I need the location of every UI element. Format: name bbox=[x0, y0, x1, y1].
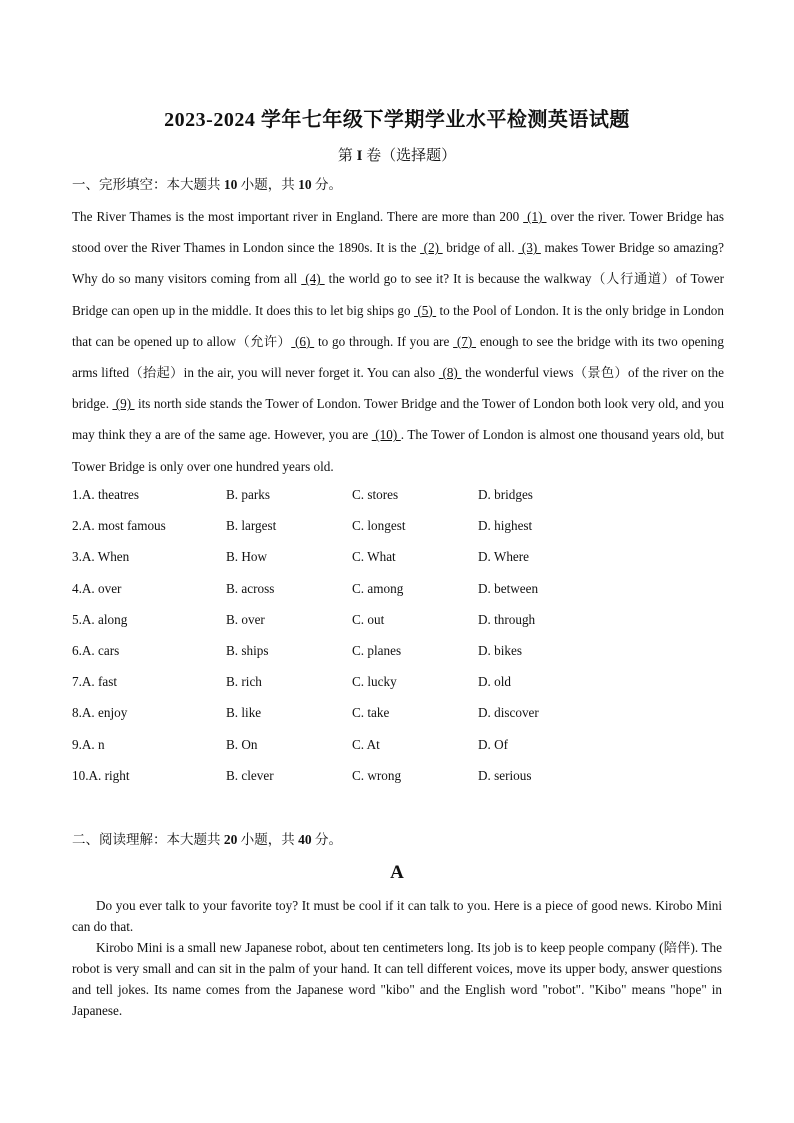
section1-mid: 小题，共 bbox=[240, 177, 295, 192]
cloze-passage bbox=[72, 201, 724, 482]
option-a: 5.A. along bbox=[72, 611, 128, 627]
option-d: D. bikes bbox=[478, 642, 522, 658]
passage-a-heading: A bbox=[390, 862, 404, 883]
blank-10: (10) bbox=[371, 427, 401, 443]
option-d: D. highest bbox=[478, 518, 533, 534]
option-d: D. Of bbox=[478, 736, 509, 752]
option-b: B. rich bbox=[226, 674, 262, 690]
passage-text: bridge of all. bbox=[442, 240, 519, 256]
option-b: B. over bbox=[226, 611, 265, 627]
option-a: 7.A. fast bbox=[72, 674, 118, 690]
blank-9: (9) bbox=[112, 396, 135, 412]
blank-1: (1) bbox=[523, 209, 547, 224]
section2-count: 20 bbox=[223, 832, 238, 847]
option-a: 1.A. theatres bbox=[72, 487, 140, 502]
cloze-options bbox=[72, 481, 724, 793]
option-c: C. out bbox=[352, 611, 385, 627]
option-c: C. stores bbox=[352, 487, 399, 502]
passage-text: to go through. If you are bbox=[314, 333, 454, 349]
blank-7: (7) bbox=[453, 333, 477, 349]
option-a: 4.A. over bbox=[72, 580, 122, 596]
reading-passage-a bbox=[72, 895, 722, 1021]
passage-text: over the river. Tower Bridge has stood over the River Thames in London since the 1890s. It is the bbox=[72, 209, 724, 256]
question-row bbox=[72, 699, 724, 730]
option-b: B. clever bbox=[226, 767, 274, 783]
section-reading-heading bbox=[72, 828, 342, 848]
passage-text: makes Tower Bridge so amazing? Why do so many visitors coming from all bbox=[72, 240, 724, 287]
question-row bbox=[72, 543, 724, 574]
option-d: D. old bbox=[478, 674, 511, 690]
question-row bbox=[72, 575, 724, 606]
blank-4: (4) bbox=[301, 271, 325, 287]
option-d: D. between bbox=[478, 580, 539, 596]
passage-text: enough to see the bridge with its two opening arms lifted（抬起）in the air, you will never forget it. You can also bbox=[72, 333, 724, 381]
question-row bbox=[72, 668, 724, 699]
section1-prefix: 一、完形填空：本大题共 bbox=[72, 177, 221, 192]
option-b: B. On bbox=[226, 736, 258, 752]
passage-text: the wonderful views（景色）of the river on the bridge. bbox=[72, 365, 724, 412]
option-c: C. At bbox=[352, 736, 380, 752]
option-d: D. bridges bbox=[478, 487, 533, 502]
option-a: 10.A. right bbox=[72, 767, 130, 783]
option-a: 8.A. enjoy bbox=[72, 705, 128, 721]
option-b: B. How bbox=[226, 549, 268, 565]
question-row bbox=[72, 762, 724, 793]
section2-score: 40 bbox=[298, 832, 312, 847]
passage-text: . The Tower of London is almost one thousand years old, but Tower Bridge is only over one hundred years old. bbox=[72, 427, 724, 474]
blank-2: (2) bbox=[420, 240, 443, 256]
option-d: D. discover bbox=[478, 705, 539, 721]
question-row bbox=[72, 512, 724, 543]
section1-suffix: 分。 bbox=[315, 177, 342, 192]
reading-paragraph: Kirobo Mini is a small new Japanese robot, about ten centimeters long. Its job is to keep people company (陪伴). The robot is very small and can sit in the palm of your hand. It can tell different voices, move its upper body, answer questions and tell jokes. Its name comes from the Japanese word "kibo" and the English word "robot". "Kibo" means "hope" in Japanese. bbox=[72, 940, 722, 1018]
option-b: B. ships bbox=[226, 642, 269, 658]
section2-mid: 小题，共 bbox=[240, 832, 295, 847]
section1-score: 10 bbox=[298, 177, 312, 192]
reading-paragraph: Do you ever talk to your favorite toy? It must be cool if it can talk to you. Here is a piece of good news. Kirobo Mini can do that. bbox=[72, 898, 722, 934]
option-d: D. serious bbox=[478, 767, 532, 783]
option-c: C. among bbox=[352, 580, 404, 596]
option-c: C. take bbox=[352, 705, 390, 721]
blank-8: (8) bbox=[438, 365, 462, 381]
option-a: 9.A. n bbox=[72, 736, 105, 752]
volume-subtitle bbox=[0, 144, 794, 165]
option-c: C. What bbox=[352, 549, 396, 565]
blank-5: (5) bbox=[413, 302, 437, 318]
section2-suffix: 分。 bbox=[315, 832, 342, 847]
question-row bbox=[72, 481, 724, 512]
passage-text: the world go to see it? It is because the walkway（人行通道）of Tower Bridge can open up in the middle. It does this to let big ships go bbox=[72, 271, 724, 318]
section1-count: 10 bbox=[223, 177, 238, 192]
option-b: B. across bbox=[226, 580, 275, 596]
option-b: B. like bbox=[226, 705, 262, 721]
blank-3: (3) bbox=[518, 240, 541, 256]
question-row bbox=[72, 731, 724, 762]
option-c: C. lucky bbox=[352, 674, 397, 690]
option-d: D. Where bbox=[478, 549, 530, 565]
subtitle-suffix: 卷（选择题） bbox=[366, 148, 457, 164]
passage-text: its north side stands the Tower of London. Tower Bridge and the Tower of London both look very old, and you may think they a are of the same age. However, you are bbox=[72, 396, 724, 443]
subtitle-roman: I bbox=[356, 148, 363, 164]
option-b: B. largest bbox=[226, 518, 277, 534]
section2-prefix: 二、阅读理解：本大题共 bbox=[72, 832, 221, 847]
option-a: 6.A. cars bbox=[72, 642, 120, 658]
page-title: 2023-2024 学年七年级下学期学业水平检测英语试题 bbox=[164, 109, 630, 131]
option-c: C. wrong bbox=[352, 767, 402, 783]
passage-text: The River Thames is the most important river in England. There are more than 200 bbox=[72, 209, 524, 224]
option-a: 2.A. most famous bbox=[72, 518, 166, 534]
option-c: C. longest bbox=[352, 518, 406, 534]
option-c: C. planes bbox=[352, 642, 402, 658]
option-d: D. through bbox=[478, 611, 536, 627]
question-row bbox=[72, 606, 724, 637]
option-b: B. parks bbox=[226, 487, 270, 502]
subtitle-prefix: 第 bbox=[337, 148, 353, 164]
passage-text: to the Pool of London. It is the only bridge in London that can be opened up to allow（允许） bbox=[72, 302, 724, 349]
option-a: 3.A. When bbox=[72, 549, 130, 565]
blank-6: (6) bbox=[291, 333, 315, 349]
question-row bbox=[72, 637, 724, 668]
section-cloze-heading bbox=[72, 173, 342, 193]
